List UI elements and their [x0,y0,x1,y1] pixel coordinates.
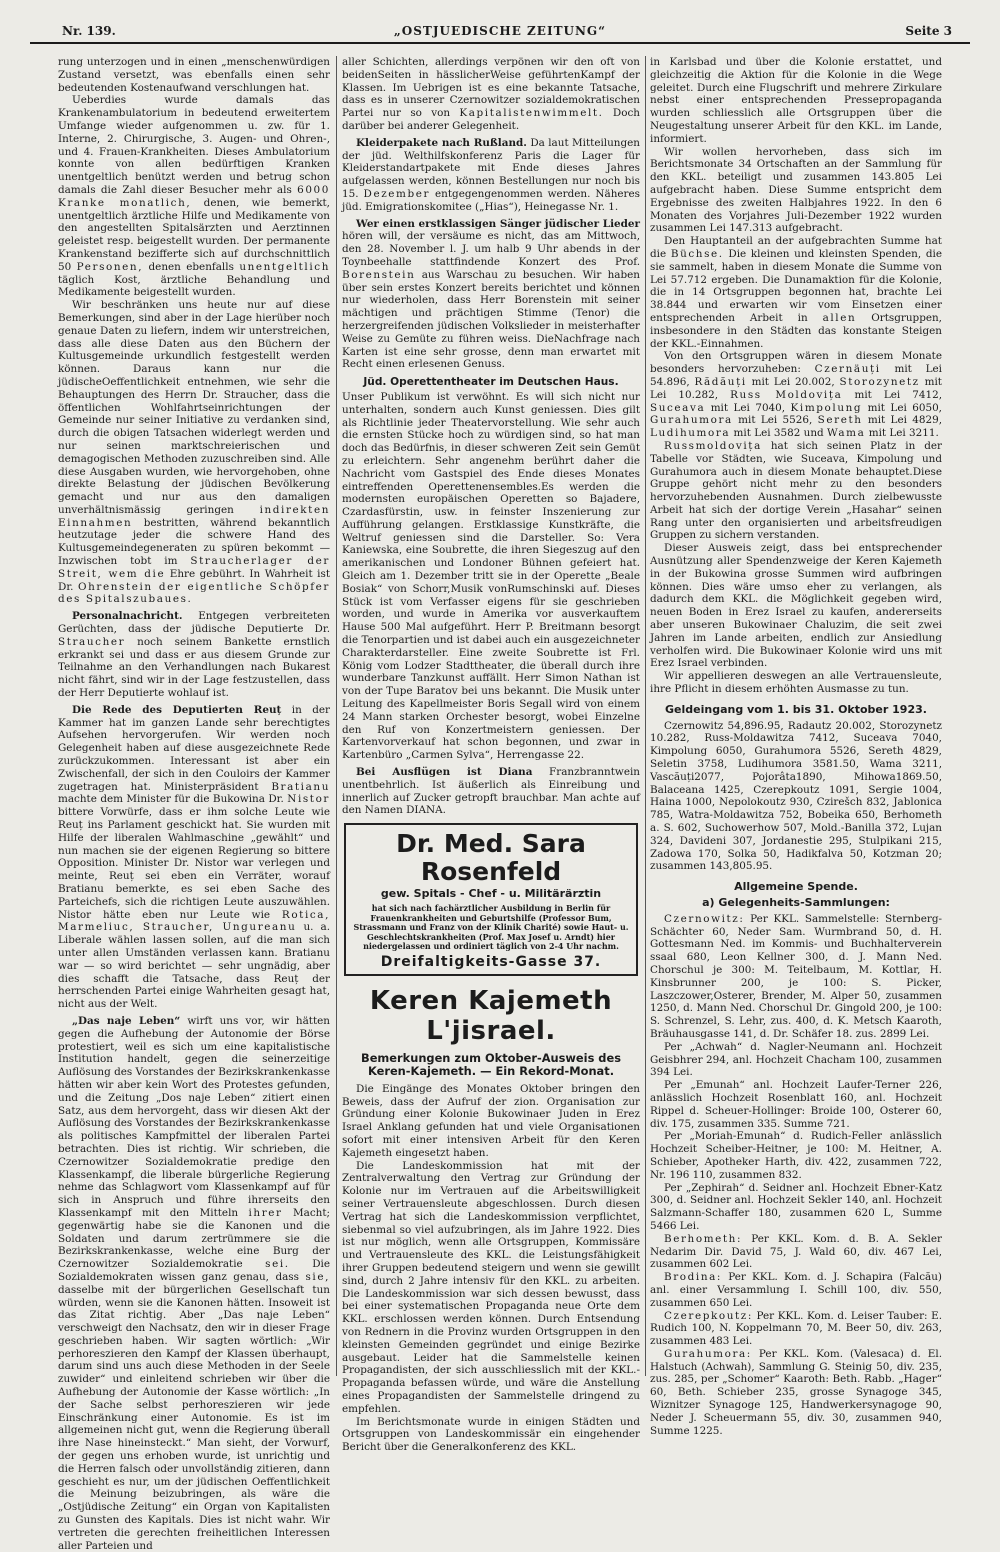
news-heading: Jüd. Operettentheater im Deutschen Haus. [363,376,619,389]
news-heading: Wer einen erstklassigen Sänger jüdischer Lieder [356,217,640,230]
article-paragraph: Dieser Ausweis zeigt, dass bei entsprechender Ausnützung aller Spendenzweige der Keren Kajemeth in der Bukowina grosse Summen wird aufbringen können. Dies wäre umso eher zu verlangen, als dadurch dem KKL. die Möglichkeit gegeben wird, neuen Boden in Erez Israel zu kaufen, andererseits aber unseren Bukowinaer Chaluzim, die seit zwei Jahren im Lande arbeiten, endlich zur Ansiedlung verholfen wird. Die Bukowinaer Kolonie wird uns mit Erez Israel verbinden. [650,542,942,670]
section-heading-spende: Allgemeine Spende. [734,880,858,894]
article-paragraph: Die Eingänge des Monates Oktober bringen den Beweis, dass der Aufruf der zion. Organisation zur Gründung einer Kolonie Bukowinaer Juden in Erez Israel Anklang gefunden hat und viele Organisationen sofort mit einer intensiven Arbeit für den Keren Kajemeth eingesetzt haben. [342,1082,640,1159]
column-1 [58,56,331,1552]
donation-entry: Per „Zephirah“ d. Seidner anl. Hochzeit Ebner-Katz 300, d. Seidner anl. Hochzeit Sekler 140, anl. Hochzeit Salzmann-Schaffer 180, zusammen 620 L, Summe 5466 Lei. [650,1181,942,1232]
donation-entry: Gurahumora: Per KKL. Kom. (Valesaca) d. El. Halstuch (Achwah), Sammlung G. Steinig 50, div. 235, zus. 285, per „Schomer“ Kaaroth: Beth. Rabb. „Hager“ 60, Beth. Schieber 235, grosse Synagoge 345, Wiznitzer Synagoge 125, Handwerkersynagoge 90, Neder J. Scheuermann 55, div. 30, zusammen 940, Summe 1225. [650,1347,942,1437]
news-item-rede: Die Rede des Deputierten Reuț in der Kammer hat im ganzen Lande sehr berechtigtes Aufsehen hervorgerufen. Wir werden noch Gelegenheit haben auf diese ausgezeichnete Rede zurückzukommen. Interessant ist aber ein Zwischenfall, der sich in den Couloirs der Kammer zugetragen hat. Ministerpräsident Bratianu machte dem Minister für die Bukowina Dr. Nistor bittere Vorwürfe, dass er ihm solche Leute wie Reuț ins Parlament geschickt hat. Sie wurden mit Hilfe der liberalen Wahlmaschine „gewählt“ und nun machen sie der eigenen Regierung so bittere Opposition. Minister Dr. Nistor war verlegen und meinte, Reuț sei eben ein Verräter, worauf Bratianu bemerkte, es sei eben Sache des Parteichefs, sich die richtigen Leute auszuwählen. Nistor hätte eben nur Leute wie Rotica, Marmeliuc, Straucher, Ungureanu u. a. Liberale wählen lassen sollen, auf die man sich unter allen Umständen verlassen kann. Bratianu war — so wird berichtet — sehr ungnädig, aber dies schafft die Tatsache, dass Reuț der herrschenden Partei einige Wahrheiten gesagt hat, nicht aus der Welt. [58,703,330,1011]
article-paragraph: Unser Publikum ist verwöhnt. Es will sich nicht nur unterhalten, sondern auch Kunst geniessen. Dies gilt als Richtlinie jeder Theatervorstellung. Wie sehr auch die ernsten Stücke hoch zu würdigen sind, so hat man doch das Bedürfnis, in dieser schweren Zeit sein Gemüt zu erleichtern. Sehr angenehm berührt daher die Nachricht vom Gastspiel des Ende dieses Monates eintreffenden Operettenensembles.Es werden die modernsten europäischen Operetten so Bajadere, Czardasfürstin, usw. in feinster Inszenierung zur Aufführung gelangen. Erstklassige Kunstkräfte, die Weltruf geniessen sind die Darsteller. So: Vera Kaniewska, eine Soubrette, die ihren Siegeszug auf den amerikanischen und Londoner Bühnen gefeiert hat. Gleich am 1. Dezember tritt sie in der Operette „Beale Bosiak“ von Schorr,Musik vonRumschinski auf. Dieses Stück ist vom Verfasser eigens für sie geschrieben worden, und wurde in Amerika vor ausverkauftem Hause 500 Mal aufgeführt. Herr P. Breitmann besorgt die Tenorpartien und ist dabei auch ein ausgezeichneter Charakterdarsteller. Eine zweite Soubrette ist Frl. König vom Lodzer Stadttheater, die überall durch ihre wunderbare Tanzkunst auffällt. Herr Simon Nathan ist von der Tupe Baratov bei uns bekannt. Die Musik unter Leitung des Kapellmeister Boris Segall wird von einem 24 Mann starken Orchester besorgt, wobei Einzelne den Ruf von Konzertmeistern geniessen. Der Kartenvorverkauf hat schon begonnen, und zwar in Kartenbüro „Carmen Sylva“, Herrengasse 22. [342,390,640,762]
column-3 [650,56,943,1437]
article-paragraph: Wir wollen hervorheben, dass sich im Berichtsmonate 34 Ortschaften an der Sammlung für den KKL. beteiligt und zusammen 143.805 Lei aufgebracht haben. Diese Summe entspricht dem Ergebnisse des zweiten Halbjahres 1922. In den 6 Monaten des Vorjahres Juli-Dezember 1922 wurden zusammen Lei 147.313 aufgebracht. [650,145,942,235]
donation-entry: Per „Emunah“ anl. Hochzeit Laufer-Terner 226, anlässlich Hochzeit Rosenblatt 160, anl. Hochzeit Rippel d. Scheuer-Hollinger: Broide 100, Osterer 60, div. 175, zusammen 335. Summe 721. [650,1079,942,1130]
article-paragraph: Ueberdies wurde damals das Krankenambulatorium in bedeutend erweitertem Umfange wieder aufgenommen u. zw. für 1. Interne, 2. Chirurgische, 3. Augen- und Ohren-, und 4. Frauen-Krankheiten. Dieses Ambulatorium konnte von allen bedürftigen Kranken unentgeltlich benützt werden und betrug schon damals die Zahl dieser Besucher mehr als 6000 Kranke monatlich, denen, wie bemerkt, unentgeltlich ärztliche Hilfe und Medikamente von den angestellten Spitalsärzten und Aerztinnen geleistet resp. beigestellt wurden. Der permanente Krankenstand bezifferte sich auf durchschnittlich 50 Personen, denen ebenfalls unentgeltlich täglich Kost, ärztliche Behandlung und Medikamente beigestellt wurden. [58,94,330,299]
article-paragraph: Von den Ortsgruppen wären in diesem Monate besonders hervorzuheben: Czernäuți mit Lei 54.896, Rădăuți mit Lei 20.002, Storozynetz mit Lei 10.282, Russ Moldovița mit Lei 7412, Suceava mit Lei 7040, Kimpolung mit Lei 6050, Gurahumora mit Lei 5526, Sereth mit Lei 4829, Ludihumora mit Lei 3582 und Wama mit Lei 3211. [650,350,943,440]
ad-doctor-name: Dr. Med. Sara Rosenfeld [396,829,586,887]
donation-entry: Brodina: Per KKL. Kom. d. J. Schapira (Falcău) anl. einer Versammlung I. Schill 100, div. 550, zusammen 650 Lei. [650,1271,942,1309]
section-heading-keren-kajemeth: Keren Kajemeth L'jisrael. [369,985,613,1046]
ad-address: Dreifaltigkeits-Gasse 37. [380,953,602,970]
donation-entry: Berhometh: Per KKL. Kom. d. B. A. Sekler Nedarim Dir. David 75, J. Wald 60, div. 467 Lei, zusammen 602 Lei. [650,1232,942,1271]
donation-entry: Czerepkoutz: Per KKL. Kom. d. Leiser Tauber: E. Rudich 100, N. Koppelmann 70, M. Beer 50, div. 263, zusammen 483 Lei. [650,1309,942,1348]
news-heading: Die Rede des Deputierten Reuț [72,703,282,716]
article-paragraph: rung unterzogen und in einen „menschenwürdigen Zustand versetzt, was ebenfalls einen sehr bedeutenden Kostenaufwand verschlungen hat. [58,56,330,94]
column-2 [342,56,640,1454]
article-paragraph: aller Schichten, allerdings verpönen wir den oft von beidenSeiten in hässlicherWeise geführtenKampf der Klassen. Im Uebrigen ist es eine bekannte Tatsache, dass es in unserer Czernowitzer sozialdemokratischen Partei nur so von Kapitalistenwimmelt. Doch darüber bei anderer Gelegenheit. [342,56,640,132]
article-paragraph: Den Hauptanteil an der aufgebrachten Summe hat die Büchse. Die kleinen und kleinsten Spenden, die sie sammelt, haben in diesem Monate die Summe von Lei 57.712 ergeben. Die Dunamaktion für die Kolonie, die in 14 Ortsgruppen begonnen hat, brachte Lei 38.844 und erwarten wir vom Einsetzen einer entsprechenden Arbeit in allen Ortsgruppen, insbesondere in den Städten das konstante Steigen der KKL.-Einnahmen. [650,235,942,350]
section-heading-geldeingang: Geldeingang vom 1. bis 31. Oktober 1923. [665,702,927,716]
news-item-diana: Bei Ausflügen ist Diana Franzbranntwein unentbehrlich. Ist äußerlich als Einreibung und innerlich auf Zucker getropft brauchbar. Man achte auf den Namen DIANA. [342,766,640,817]
ad-title: gew. Spitals - Chef - u. Militärärztin [380,887,602,901]
news-heading: Personalnachricht. [72,610,183,623]
news-item-saenger: Wer einen erstklassigen Sänger jüdischer Lieder hören will, der versäume es nicht, das am Mittwoch, den 28. November l. J. um halb 9 Uhr abends in der Toynbeehalle stattfindende Konzert des Prof. Borenstein aus Warschau zu besuchen. Wir haben über sein erstes Konzert bereits berichtet und können nur wiederholen, dass Herr Borenstein mit seiner mächtigen und prächtigen Stimme (Tenor) die herzergreifenden jüdischen Volkslieder in meisterhafter Weise zu Gemüte zu führen weiss. DieNachfrage nach Karten ist eine sehr grosse, denn man erwartet mit Recht einen erlesenen Genuss. [342,217,640,371]
donation-entry: Per „Achwah“ d. Nagler-Neumann anl. Hochzeit Geisbhrer 294, anl. Hochzeit Chacham 100, zusammen 394 Lei. [650,1040,942,1079]
article-paragraph: Die Landeskommission hat mit der Zentralverwaltung den Vertrag zur Gründung der Kolonie nur im Vertrauen auf die Arbeitswilligkeit seiner Vertrauensleute abgeschlossen. Durch diesen Vertrag hat sich die Landeskommission verpflichtet, siebenmal so viel aufzubringen, als im Jahre 1922. Dies ist nur möglich, wenn alle Ortsgruppen, Kommissäre und Vertrauensleute des KKL. die Leistungsfähigkeit ihrer Gruppen bedeutend steigern und wenn sie gewillt sind, durch 2 Jahre intensiv für den KKL. zu arbeiten. Die Landeskommission war sich dessen bewusst, dass bei einer systematischen Propaganda neue Orte dem KKL. erschlossen werden können. Durch Entsendung von Rednern in die Provinz wurden Ortsgruppen in den kleinsten Gemeinden gegründet und einige Bezirke ausgebaut. Leider hat die Sammelstelle keinen Propagandisten, der sich ausschliesslich mit der KKL.-Propaganda befassen würde, und wäre die Anstellung eines Propagandisten der Sammelstelle dringend zu empfehlen. [342,1159,640,1415]
article-paragraph: Russmoldovița hat sich seinen Platz in der Tabelle vor Städten, wie Suceava, Kimpolung und Gurahumora auch in diesem Monate behauptet.Diese Gruppe gehört nicht mehr zu den besonders hervorzuhebenden Ausnahmen. Durch zielbewusste Arbeit hat sich der dortige Verein „Hasahar“ seinen Rang unter den organisierten und arbeitsfreudigen Gruppen zu sichern verstanden. [650,439,942,542]
news-item-naje-leben: „Das naje Leben“ wirft uns vor, wir hätten gegen die Aufhebung der Autonomie der Börse protestiert, weil es sich um eine kapitalistische Institution handelt, gegen die seinerzeitige Auflösung des Vorstandes der Bezirkskrankenkasse hätten wir aber kein Wort des Protestes gefunden, und die Zeitung „Dos naje Leben“ zitiert einen Satz, aus dem hervorgeht, dass wir diesen Akt der Auflösung des Vorstandes der Bezirkskrankenkasse als politisches Kampfmittel der liberalen Partei betrachten. Dies ist richtig. Wir schrieben, die Czernowitzer Sozialdemokratie predige den Klassenkampf, die liberale bürgerliche Regierung nehme das Schlagwort vom Klassenkampf auf für sich in Anspruch und führe ihrerseits den Klassenkampf mit den Mitteln ihrer Macht; gegenwärtig habe sie die Kanonen und die Soldaten und darum zertrümmere sie die Bezirkskrankenkasse, welche eine Burg der Czernowitzer Sozialdemokratie sei. Die Sozialdemokraten wissen ganz genau, dass sie, dasselbe mit der bürgerlichen Gesellschaft tun würden, wenn sie die Kanonen hätten. Insoweit ist das Zitat richtig. Aber „Das naje Leben“ verschweigt den Nachsatz, den wir in dieser Frage geschrieben haben. Wir sagten wörtlich: „Wir perhoreszieren den Kampf der Klassen überhaupt, darum sind uns auch diese Methoden in der Seele zuwider“ und einleitend schrieben wir über die Aufhebung der Autonomie der Kasse wörtlich: „In der Sache selbst perhoreszieren wir jede Einschränkung einer Autonomie. Es ist im allgemeinen nicht gut, wenn die Regierung überall ihre Nase hineinsteckt.“ Man sieht, der Vorwurf, der gegen uns erhoben wurde, ist unrichtig und die Herren falsch oder unvollständig zitieren, dann geschieht es nur, um der jüdischen Oeffentlichkeit die Meinung beizubringen, als wäre die „Ostjüdische Zeitung“ ein Organ von Kapitalisten zu Gunsten des Kapitals. Dies ist nicht wahr. Wir vertreten die gerechten freiheitlichen Interessen aller Parteien und [58,1014,331,1552]
page-number: Nr. 139. [62,24,116,38]
news-heading: Kleiderpakete nach Rußland. [356,136,527,149]
column-divider [336,56,337,1376]
news-item-personal: Personalnachricht. Entgegen verbreiteten Gerüchten, dass der jüdische Deputierte Dr. Straucher noch seinem Bankette ernstlich erkrankt sei und dass er aus diesem Grunde zur Teilnahme an den Verhandlungen nach Bukarest nicht fährt, sind wir in der Lage festzustellen, dass der Herr Deputierte wohlauf ist. [58,610,330,700]
donation-entry: Per „Moriah-Emunah“ d. Rudich-Feller anlässlich Hochzeit Scheiber-Heitner, je 100: M. Heitner, A. Schieber, Apotheker Harth, div. 422, zusammen 722, Nr. 196 110, zusammen 832. [650,1130,942,1181]
section-subheading: a) Gelegenheits-Sammlungen: [702,896,890,909]
ad-text: hat sich nach fachärztlicher Ausbildung in Berlin für Frauenkrankheiten und Geburtshilfe (Professor Bum, Strassmann und Franz von der Klinik Charité) sowie Haut- u. Geschlechtskrankheiten (Prof. Max Josef u. Arndt) hier niedergelassen und ordiniert täglich von 2-4 Uhr nachm. [353,903,629,952]
news-item-kleiderpakete: Kleiderpakete nach Rußland. Da laut Mitteilungen der jüd. Welthilfskonferenz Paris die Lager für Kleiderstandartpakete mit Ende dieses Jahres aufgelassen werden, können Bestellungen nur noch bis 15. Dezember entgegengenommen werden. Näheres jüd. Emigrationskomitee („Hias“), Heinegasse Nr. 1. [342,136,640,213]
newspaper-title: „OSTJUEDISCHE ZEITUNG“ [393,24,607,38]
section-subheading: Bemerkungen zum Oktober-Ausweis des Keren-Kajemeth. — Ein Rekord-Monat. [361,1050,621,1079]
news-heading: „Das naje Leben“ [72,1014,181,1027]
article-paragraph: Im Berichtsmonate wurde in einigen Städten und Ortsgruppen von Landeskommissär ein eingehender Bericht über die Generalkonferenz des KKL. [342,1415,640,1454]
column-divider [645,56,646,1376]
article-paragraph: Wir beschränken uns heute nur auf diese Bemerkungen, sind aber in der Lage hierüber noch genaue Daten zu liefern, indem wir unterstreichen, dass alle diese Daten aus den Büchern der Kultusgemeinde urkundlich festgestellt werden können. Daraus kann nur die jüdischeOeffentlichkeit entnehmen, wie sehr die Behauptungen des Herrn Dr. Straucher, dass die öffentlichen Wohlfahrtseinrichtungen der Gemeinde nur seiner Initiative zu verdanken sind, durch die obigen Tatsachen widerlegt werden und nur seinen marktschreierischen und demagogischen Methoden zuzuschreiben sind. Alle diese Ausgaben wurden, wie hervorgehoben, ohne direkte Belastung der jüdischen Bevölkerung gemacht und nur aus den damaligen unverhältnismässig geringen indirekten Einnahmen bestritten, während bekanntlich heutzutage jeder die schwere Hand des Kultusgemeindegeneraten zu spüren bekommt — Inzwischen tobt im Straucherlager der Streit, wem die Ehre gebührt. In Wahrheit ist Dr. Ohrenstein der eigentliche Schöpfer des Spitalszubaues. [58,299,331,606]
advertisement-rosenfeld [344,823,638,976]
article-paragraph: in Karlsbad und über die Kolonie erstattet, und gleichzeitig die Aktion für die Kolonie in die Wege geleitet. Durch eine Flugschrift und mehrere Zirkulare nebst einer entsprechenden Presseproрaganda wurden schliesslich alle Ortsgruppen über die Neugestaltung unserer Arbeit für den KKL. im Lande, informiert. [650,56,942,145]
page-label: Seite 3 [905,24,952,38]
donation-list: Czernowitz 54,896.95, Radautz 20.002, Storozynetz 10.282, Russ-Moldawitza 7412, Suceava 7040, Kimpolung 6050, Gurahumora 5526, Sereth 4829, Seletin 3758, Ludihumora 3581.50, Wama 3211, Vascăuți2077, Pojorâta1890, Mihowa1869.50, Balaceana 1425, Czerepkoutz 1091, Sergie 1004, Haina 1000, Nepolokoutz 930, Czirešch 832, Jablonica 785, Watra-Moldawitza 752, Bobeika 650, Berhometh a. S. 602, Suchowerhow 507, Mold.-Banilla 372, Lujan 324, Davideni 307, Jordanestie 295, Stulpikani 215, Zadowa 170, Solka 50, Hadikfalva 50, Kotzman 20; zusammen 143,805.95. [650,719,942,873]
news-heading: Bei Ausflügen ist Diana [356,766,533,779]
donation-entry: Czernowitz: Per KKL. Sammelstelle: Sternberg-Schächter 60, Neder Sam. Wurmbrand 50, d. H. Gottesmann Ned. im Kommis- und Buchhalterverein ssaal 680, Leon Kellner 300, d. J. Mann Ned. Chorschul je 300: M. Teitelbaum, M. Kottlar, H. Kinsbrunner 200, je 100: S. Picker, Laszczower,Osterer, Brender, M. Alper 50, zusammen 1250, d. Mann Ned. Chorschul Dr. Gingold 200, je 100: S. Schrenzel, S. Lehr, zus. 400, d. K. Metsch Kaaroth, Bräuhausgasse 141, d. Dr. Schäfer 18. zus. 2899 Lei. [650,912,942,1040]
article-paragraph: Wir appellieren deswegen an alle Vertrauensleute, ihre Pflicht in diesem erhöhten Ausmasse zu tun. [650,670,942,696]
masthead [30,22,970,44]
